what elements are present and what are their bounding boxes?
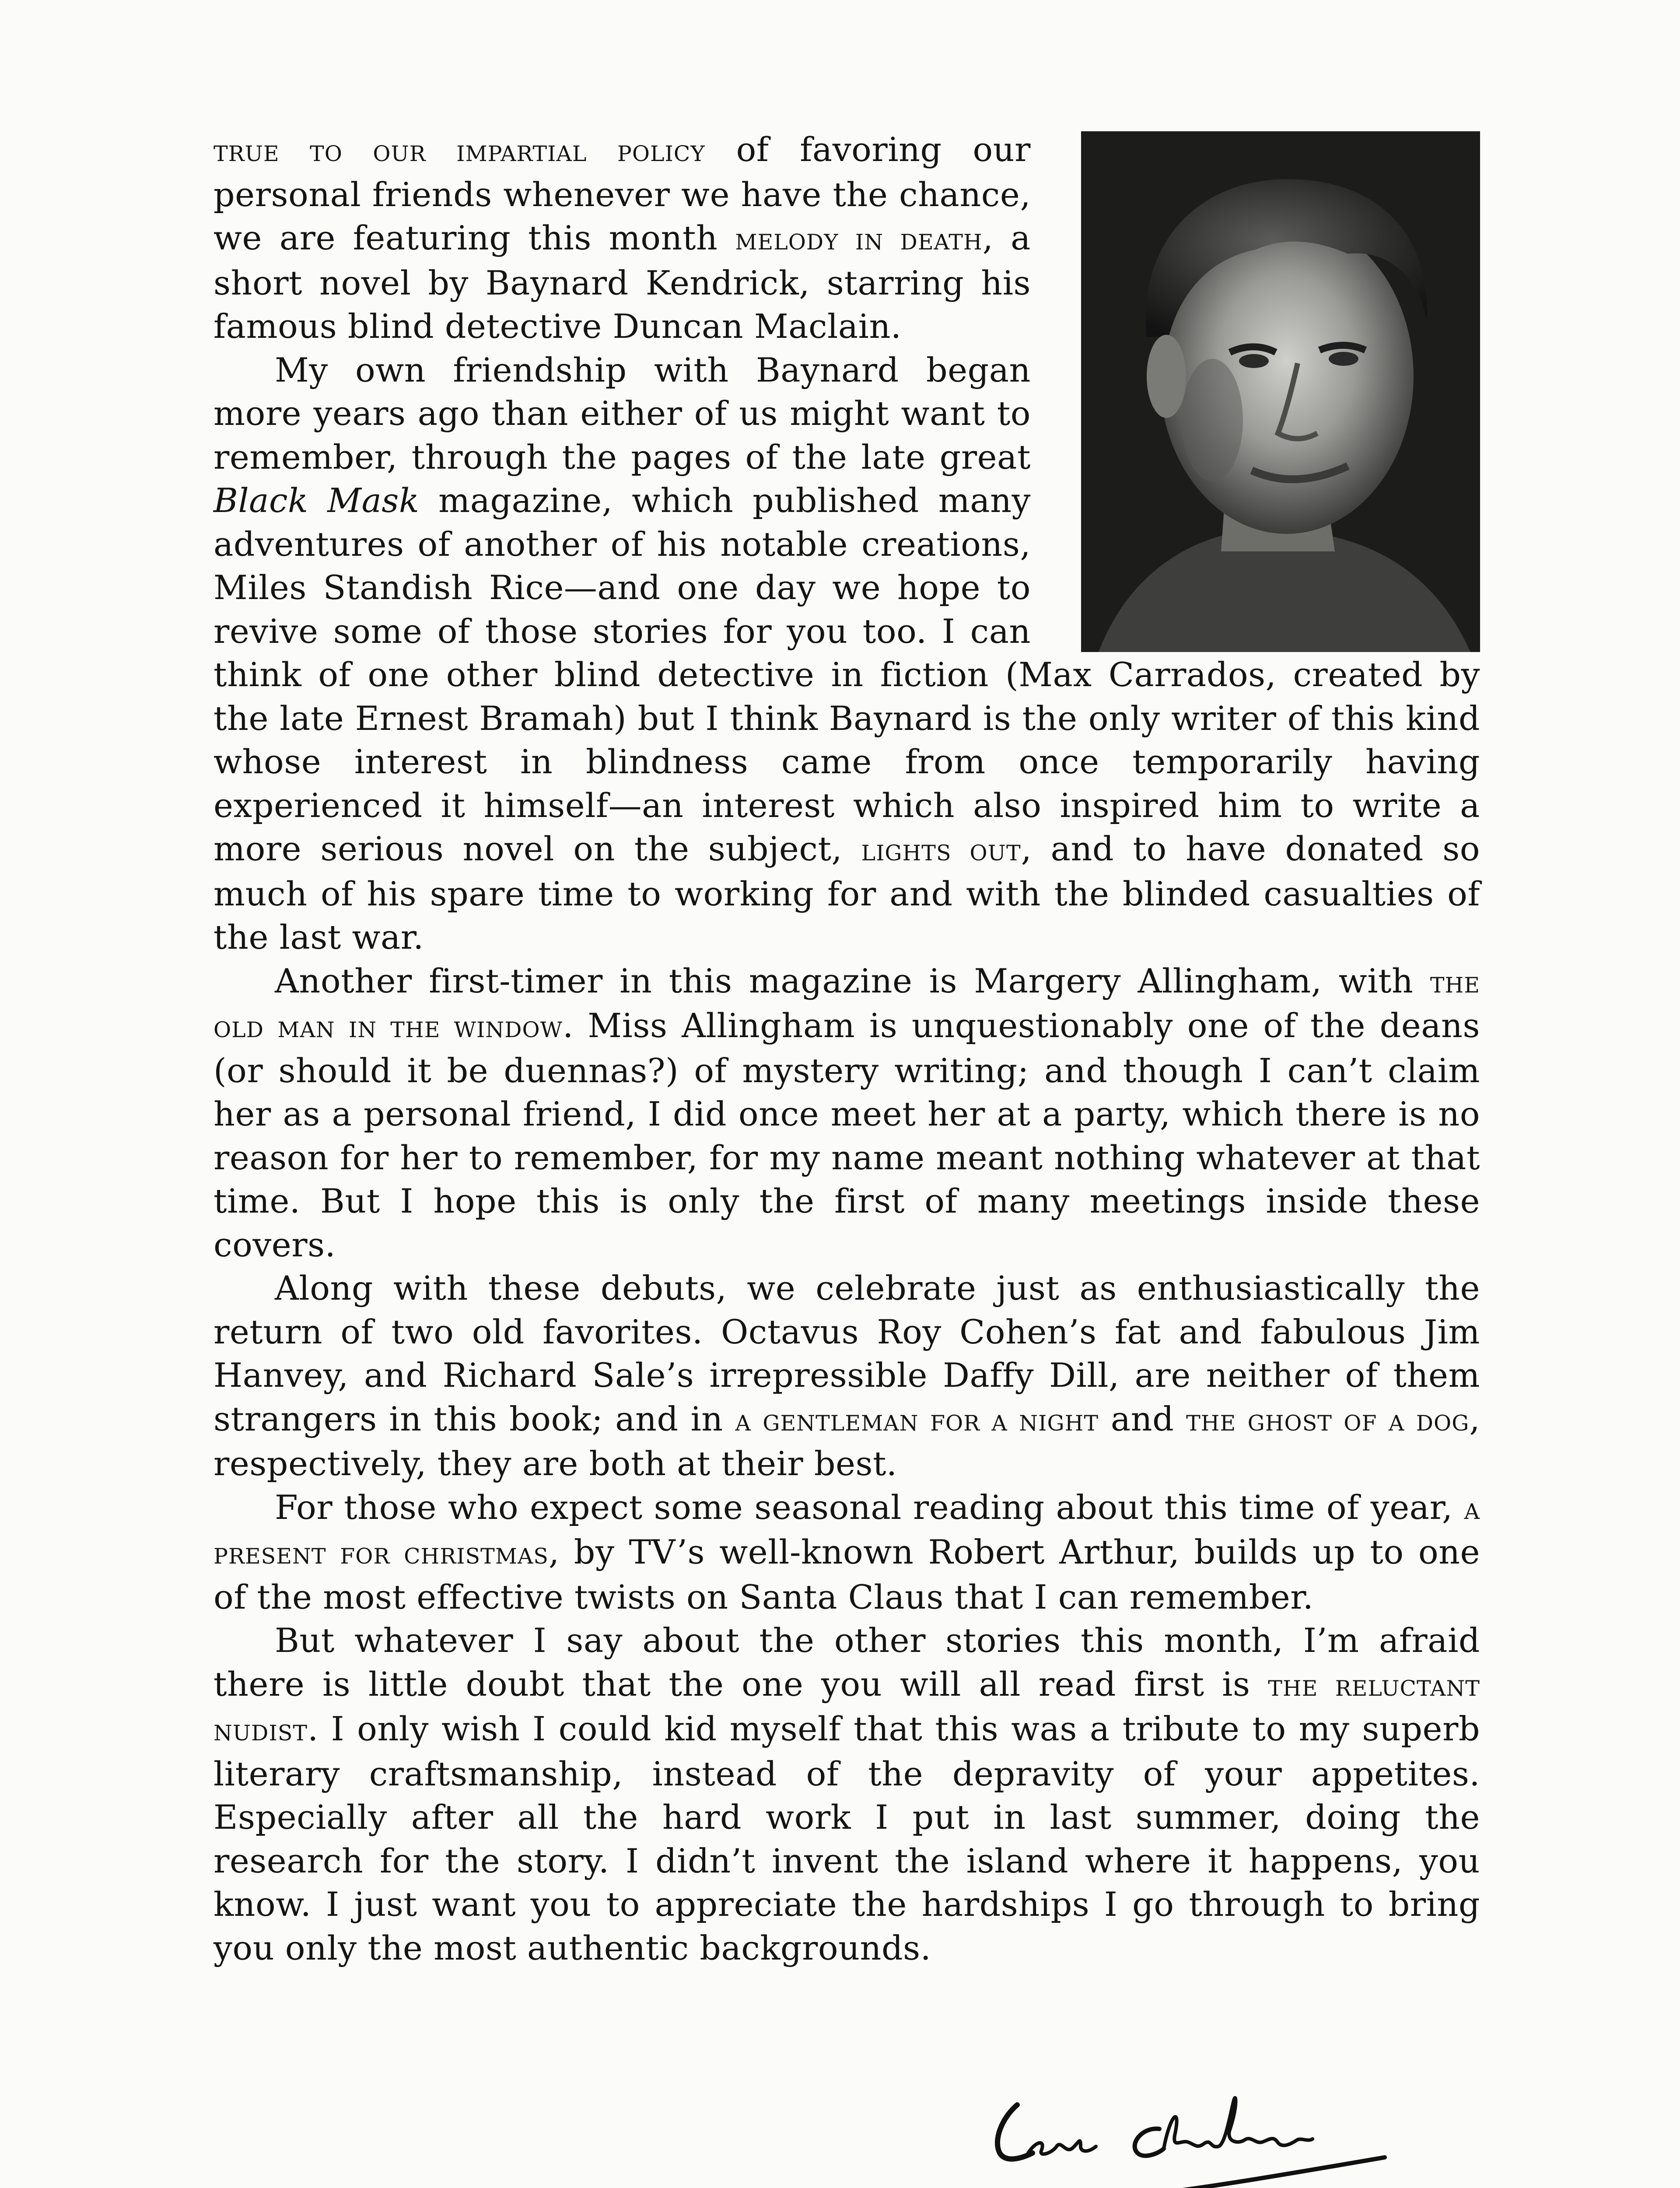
body-text: , and to have donated so much of his spare time to working for and with the blinded casualties of the last war. — [214, 829, 1480, 957]
body-text: My own friendship with Baynard began more years ago than either of us might want to remember, through the pages of the late great — [214, 350, 1031, 477]
paragraph-3 — [214, 959, 1480, 1267]
paragraph-5 — [214, 1486, 1480, 1619]
story-title: the reluctant nudist — [214, 1667, 1480, 1748]
author-portrait-photo — [1081, 131, 1480, 652]
paragraph-6 — [214, 1619, 1480, 1970]
body-text: Another first-timer in this magazine is Margery Allingham, with — [275, 961, 1430, 1000]
body-text: . I only wish I could kid myself that this was a tribute to my superb literary craftsmanship, instead of the depravity of your appetites. Especially after all the hard work I put in last summer, doing the research for the story. I didn’t invent the island where it happens, you know. I just want you to appreciate the hardships I go through to bring you only the most authentic backgrounds. — [214, 1709, 1480, 1967]
body-text: For those who expect some seasonal reading about this time of year, — [275, 1487, 1464, 1527]
paragraph-4 — [214, 1266, 1480, 1486]
story-title: lights out — [861, 832, 1021, 868]
body-text: , a short novel by Baynard Kendrick, starring his famous blind detective Duncan Maclain. — [214, 218, 1031, 346]
body-text: magazine, which published many adventures of another of his notable creations, Miles Standish Rice—and one day we hope to revive some of those stories for you too. I can think of one other blind detective in fiction (Max Carrados, created by the late Ernest Bramah) but I think Baynard is the only writer of this kind whose interest in blindness came from once temporarily having experienced it himself—an interest which also inspired him to write a more serious novel on the subject, — [214, 481, 1480, 868]
magazine-title: Black Mask — [214, 481, 420, 520]
story-title: the old man in the window — [214, 964, 1480, 1045]
body-text: Along with these debuts, we celebrate just as enthusiastically the return of two old favorites. Octavus Roy Cohen’s fat and fabulous Jim Hanvey, and Richard Sale’s irrepressible Daffy Dill, are neither of them strangers in this book; and in — [214, 1269, 1480, 1438]
story-title: the ghost of a dog — [1186, 1402, 1470, 1438]
story-title: melody in death — [735, 221, 983, 257]
body-text: , by TV’s well-known Robert Arthur, builds up to one of the most effective twists on Santa Claus that I can remember. — [214, 1532, 1480, 1616]
handwritten-signature-icon — [976, 2087, 1413, 2188]
portrait-photo-icon — [1081, 131, 1480, 652]
body-text: But whatever I say about the other stories this month, I’m afraid there is little doubt that the one you will all read first is — [214, 1621, 1480, 1704]
body-text: . Miss Allingham is unquestionably one of the deans (or should it be duennas?) of mystery writing; and though I can’t claim her as a personal friend, I did once meet her at a party, which there is no reason for her to remember, for my name meant nothing whatever at that time. But I hope this is only the first of many meetings inside these covers. — [214, 1006, 1480, 1264]
editorial-text-column — [214, 128, 1480, 1970]
body-text: , respectively, they are both at their best. — [214, 1399, 1480, 1483]
body-text: of favoring our personal friends whenever we have the chance, we are featuring this month — [214, 130, 1031, 257]
body-text: and — [1099, 1399, 1186, 1438]
story-title: a gentleman for a night — [735, 1402, 1099, 1438]
story-title: a present for christmas — [214, 1490, 1480, 1571]
small-caps-text: true to our impartial policy — [214, 133, 705, 168]
